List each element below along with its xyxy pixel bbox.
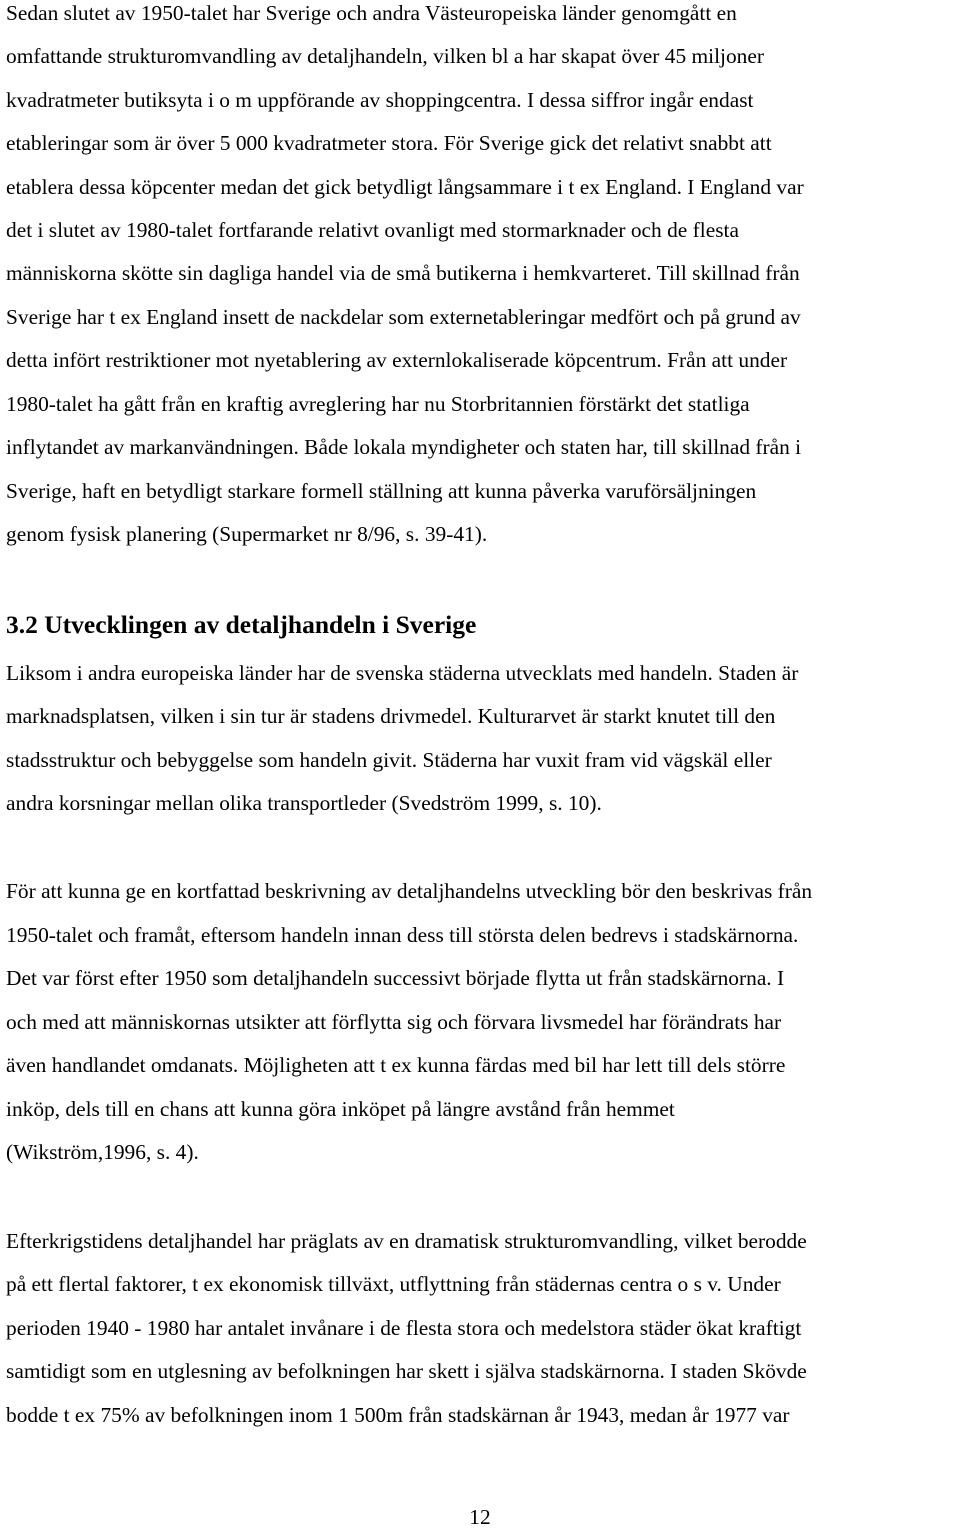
text-line: Efterkrigstidens detaljhandel har präglats av en dramatisk strukturomvandling, vilket berodde	[6, 1229, 807, 1253]
text-line: omfattande strukturomvandling av detaljhandeln, vilken bl a har skapat över 45 miljoner	[6, 44, 764, 68]
page-number: 12	[469, 1505, 491, 1529]
text-line: även handlandet omdanats. Möjligheten att t ex kunna färdas med bil har lett till dels större	[6, 1053, 786, 1077]
text-line: kvadratmeter butiksyta i o m uppförande av shoppingcentra. I dessa siffror ingår endast	[6, 88, 754, 112]
text-line: 1950-talet och framåt, eftersom handeln innan dess till största delen bedrevs i stadskärnorna.	[6, 923, 799, 947]
text-line: genom fysisk planering (Supermarket nr 8/96, s. 39-41).	[6, 522, 488, 546]
text-line: Sverige har t ex England insett de nackdelar som externetableringar medfört och på grund av	[6, 305, 801, 329]
text-line: etableringar som är över 5 000 kvadratmeter stora. För Sverige gick det relativt snabbt att	[6, 131, 772, 155]
text-line: 1980-talet ha gått från en kraftig avreglering har nu Storbritannien förstärkt det statliga	[6, 392, 750, 416]
text-line: andra korsningar mellan olika transportleder (Svedström 1999, s. 10).	[6, 791, 602, 815]
text-line: Det var först efter 1950 som detaljhandeln successivt började flytta ut från stadskärnorna. I	[6, 966, 785, 990]
text-line: Sedan slutet av 1950-talet har Sverige och andra Västeuropeiska länder genomgått en	[6, 1, 737, 25]
text-line: stadsstruktur och bebyggelse som handeln givit. Städerna har vuxit fram vid vägskäl eller	[6, 748, 772, 772]
text-line: detta infört restriktioner mot nyetablering av externlokaliserade köpcentrum. Från att under	[6, 348, 788, 372]
section-heading: 3.2 Utvecklingen av detaljhandeln i Sverige	[6, 610, 477, 639]
text-line: För att kunna ge en kortfattad beskrivning av detaljhandelns utveckling bör den beskrivas från	[6, 879, 813, 903]
text-line: (Wikström,1996, s. 4).	[6, 1140, 199, 1164]
text-line: det i slutet av 1980-talet fortfarande relativt ovanligt med stormarknader och de flesta	[6, 218, 739, 242]
text-line: människorna skötte sin dagliga handel via de små butikerna i hemkvarteret. Till skillnad från	[6, 261, 800, 285]
text-line: samtidigt som en utglesning av befolkningen har skett i själva stadskärnorna. I staden Skövde	[6, 1359, 807, 1383]
text-line: Liksom i andra europeiska länder har de svenska städerna utvecklats med handeln. Staden är	[6, 661, 799, 685]
text-line: etablera dessa köpcenter medan det gick betydligt långsammare i t ex England. I England var	[6, 175, 804, 199]
text-line: marknadsplatsen, vilken i sin tur är stadens drivmedel. Kulturarvet är starkt knutet till den	[6, 704, 776, 728]
text-line: inflytandet av markanvändningen. Både lokala myndigheter och staten har, till skillnad från i	[6, 435, 802, 459]
text-line: på ett flertal faktorer, t ex ekonomisk tillväxt, utflyttning från städernas centra o s v. Under	[6, 1272, 781, 1296]
text-line: inköp, dels till en chans att kunna göra inköpet på längre avstånd från hemmet	[6, 1097, 675, 1121]
text-line: perioden 1940 - 1980 har antalet invånare i de flesta stora och medelstora städer ökat kraftigt	[6, 1316, 802, 1340]
text-line: Sverige, haft en betydligt starkare formell ställning att kunna påverka varuförsäljningen	[6, 479, 757, 503]
text-line: bodde t ex 75% av befolkningen inom 1 500m från stadskärnan år 1943, medan år 1977 var	[6, 1403, 790, 1427]
text-line: och med att människornas utsikter att förflytta sig och förvara livsmedel har förändrats har	[6, 1010, 782, 1034]
